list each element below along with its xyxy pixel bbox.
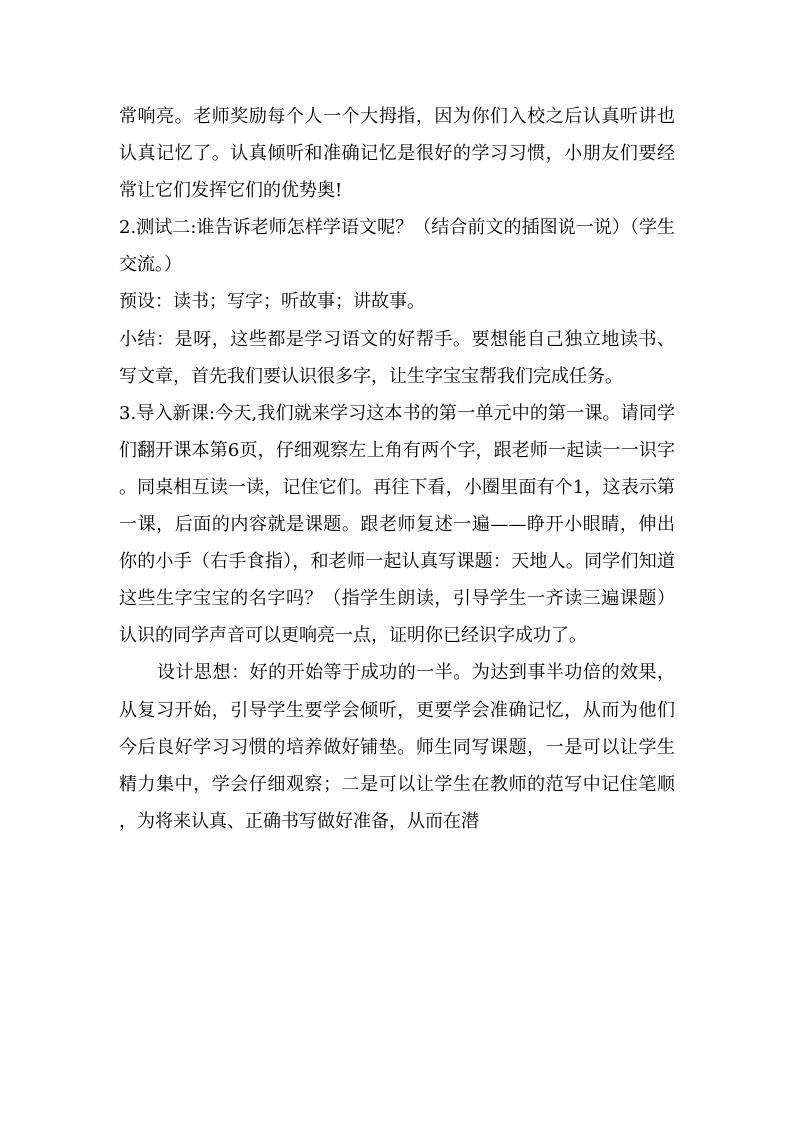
paragraph-design-idea: 设计思想：好的开始等于成功的一半。为达到事半功倍的效果，从复习开始，引导学生要学会倾听，更要学会准确记忆，从而为他们今后良好学习习惯的培养做好铺垫。师生同写课题，一是可以让学生精力集中，学会仔细观察；二是可以让学生在教师的范写中记住笔顺，为将来认真、正确书写做好准备，从而在潜 <box>119 662 675 832</box>
document-body <box>119 98 675 840</box>
paragraph-test-two: 2.测试二:谁告诉老师怎样学语文呢？（结合前文的插图说一说）（学生交流。） <box>119 217 675 276</box>
paragraph-praise: 常响亮。老师奖励每个人一个大拇指，因为你们入校之后认真听讲也认真记忆了。认真倾听和准确记忆是很好的学习习惯，小朋友们要经常让它们发挥它们的优势奥! <box>119 106 675 202</box>
paragraph-preset: 预设：读书；写字；听故事；讲故事。 <box>119 291 425 313</box>
paragraph-summary: 小结：是呀，这些都是学习语文的好帮手。要想能自己独立地读书、写文章，首先我们要认识很多字，让生字宝宝帮我们完成任务。 <box>119 328 675 387</box>
paragraph-new-lesson: 3.导入新课:今天,我们就来学习这本书的第一单元中的第一课。请同学们翻开课本第6页，仔细观察左上角有两个字，跟老师一起读一一识字。同桌相互读一读，记住它们。再往下看，小圈里面有个1，这表示第一课，后面的内容就是课题。跟老师复述一遍——睁开小眼睛，伸出你的小手（右手食指），和老师一起认真写课题：天地人。同学们知道这些生字宝宝的名字吗？（指学生朗读，引导学生一齐读三遍课题）认识的同学声音可以更响亮一点，证明你已经识字成功了。 <box>119 402 675 647</box>
